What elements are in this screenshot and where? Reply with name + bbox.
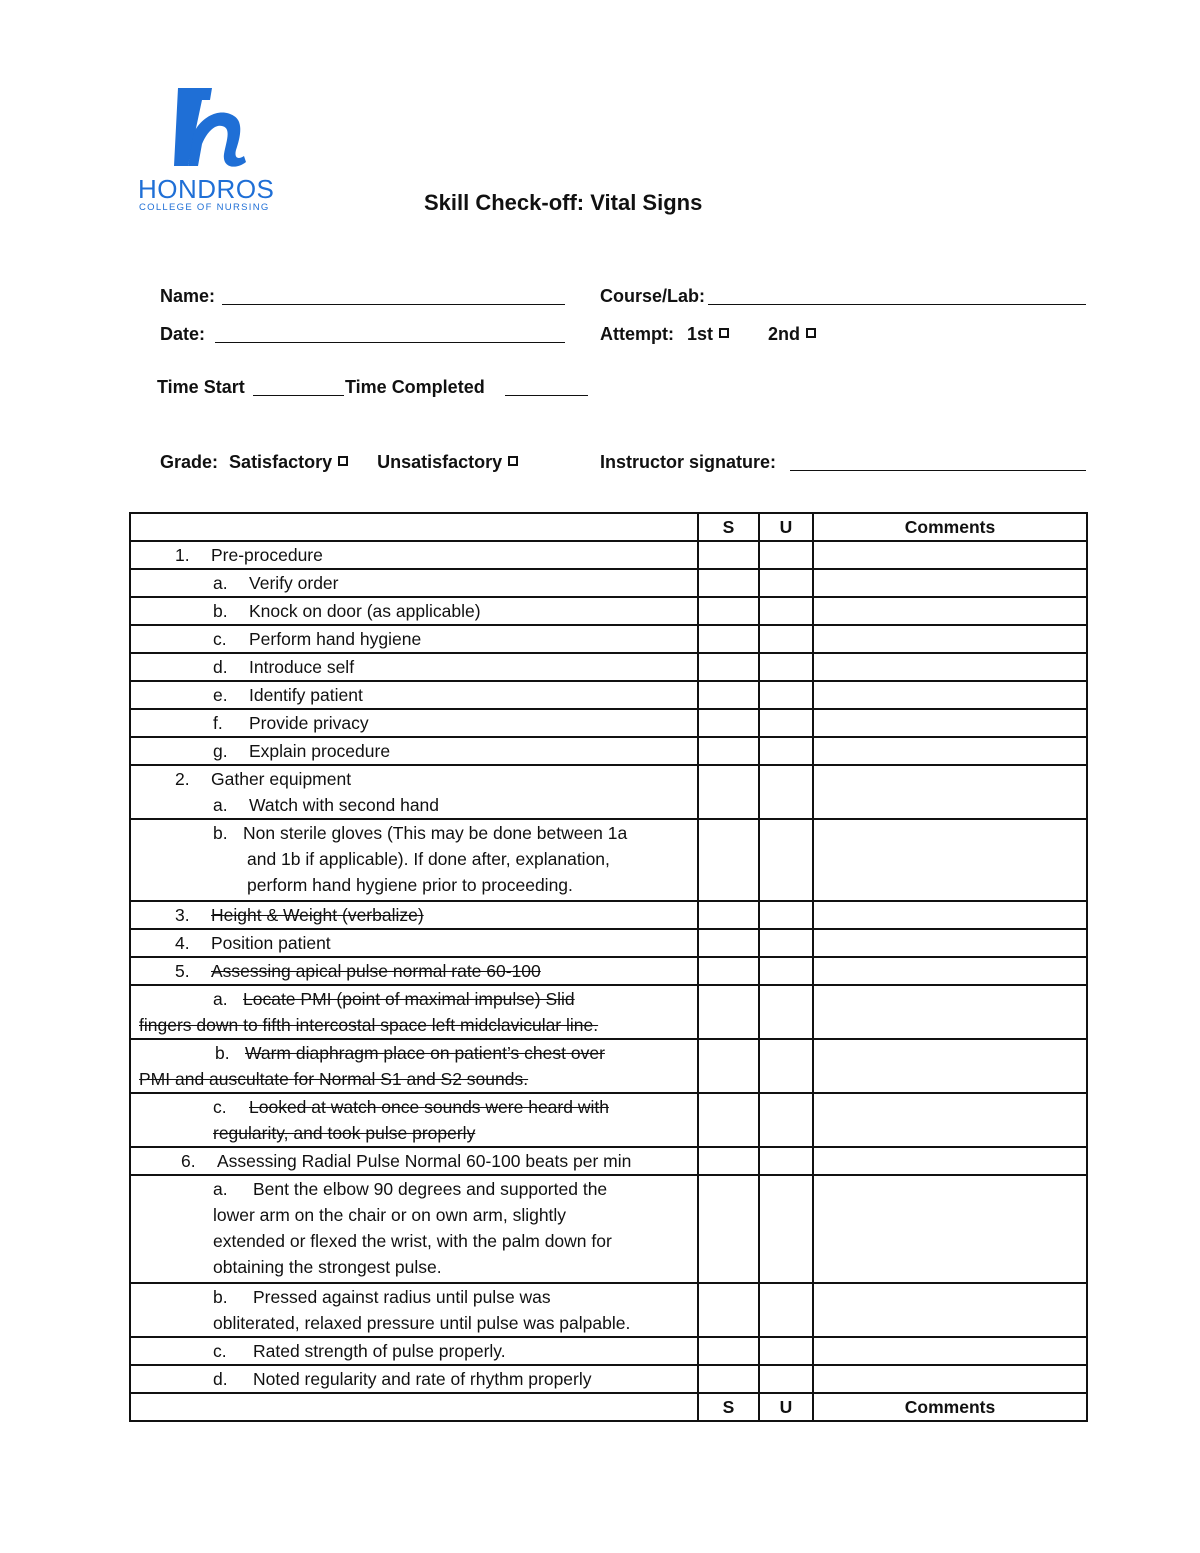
u-cell[interactable] <box>759 1365 813 1393</box>
table-row: 4. Position patient <box>130 929 1087 957</box>
table-row: b. Warm diaphragm place on patient’s chest over PMI and auscultate for Normal S1 and S2 sounds. <box>130 1039 1087 1093</box>
comments-cell[interactable] <box>813 985 1087 1039</box>
s-cell[interactable] <box>698 901 759 929</box>
attempt-second-label: 2nd <box>768 324 801 344</box>
u-cell[interactable] <box>759 901 813 929</box>
u-cell[interactable] <box>759 1039 813 1093</box>
comments-cell[interactable] <box>813 1283 1087 1337</box>
instructor-signature-field[interactable] <box>790 469 1086 471</box>
comments-cell[interactable] <box>813 541 1087 569</box>
s-cell[interactable] <box>698 1147 759 1175</box>
u-cell[interactable] <box>759 597 813 625</box>
u-cell[interactable] <box>759 1283 813 1337</box>
u-cell[interactable] <box>759 957 813 985</box>
u-cell[interactable] <box>759 985 813 1039</box>
s-cell[interactable] <box>698 737 759 765</box>
comments-cell[interactable] <box>813 653 1087 681</box>
grade-unsatisfactory-checkbox[interactable] <box>508 456 518 466</box>
date-label: Date: <box>160 324 206 344</box>
comments-cell[interactable] <box>813 709 1087 737</box>
col-s-footer: S <box>698 1393 759 1421</box>
course-label: Course/Lab: <box>600 286 706 306</box>
s-cell[interactable] <box>698 1039 759 1093</box>
instructor-label: Instructor signature: <box>600 452 777 472</box>
date-field[interactable] <box>215 341 565 343</box>
comments-cell[interactable] <box>813 765 1087 819</box>
table-row: 2. Gather equipment a. Watch with second hand <box>130 765 1087 819</box>
s-cell[interactable] <box>698 1093 759 1147</box>
s-cell[interactable] <box>698 653 759 681</box>
comments-cell[interactable] <box>813 1147 1087 1175</box>
comments-cell[interactable] <box>813 625 1087 653</box>
name-label: Name: <box>160 286 216 306</box>
hondros-logo <box>136 86 286 216</box>
name-field[interactable] <box>222 303 565 305</box>
s-cell[interactable] <box>698 541 759 569</box>
comments-cell[interactable] <box>813 1175 1087 1283</box>
comments-cell[interactable] <box>813 1337 1087 1365</box>
comments-cell[interactable] <box>813 597 1087 625</box>
hondros-h-mark-icon <box>174 86 254 168</box>
s-cell[interactable] <box>698 597 759 625</box>
s-cell[interactable] <box>698 709 759 737</box>
table-row: b. Knock on door (as applicable) <box>130 597 1087 625</box>
comments-cell[interactable] <box>813 1039 1087 1093</box>
attempt-first-label: 1st <box>687 324 714 344</box>
attempt-second-checkbox[interactable] <box>806 328 816 338</box>
s-cell[interactable] <box>698 929 759 957</box>
u-cell[interactable] <box>759 819 813 901</box>
course-field[interactable] <box>708 303 1086 305</box>
table-row: 5. Assessing apical pulse normal rate 60-100 <box>130 957 1087 985</box>
s-cell[interactable] <box>698 1365 759 1393</box>
table-row: 3. Height & Weight (verbalize) <box>130 901 1087 929</box>
s-cell[interactable] <box>698 681 759 709</box>
table-row: a. Locate PMI (point of maximal impulse) Slid fingers down to fifth intercostal space left midclavicular line. <box>130 985 1087 1039</box>
checklist-table <box>129 512 1088 1422</box>
u-cell[interactable] <box>759 681 813 709</box>
attempt-group <box>600 324 816 345</box>
u-cell[interactable] <box>759 653 813 681</box>
attempt-first-checkbox[interactable] <box>719 328 729 338</box>
page-title: Skill Check-off: Vital Signs <box>424 190 703 215</box>
time-completed-label: Time Completed <box>345 377 485 397</box>
u-cell[interactable] <box>759 1337 813 1365</box>
u-cell[interactable] <box>759 541 813 569</box>
table-row: d. Noted regularity and rate of rhythm properly <box>130 1365 1087 1393</box>
s-cell[interactable] <box>698 957 759 985</box>
u-cell[interactable] <box>759 1175 813 1283</box>
table-footer-row <box>130 1393 1087 1421</box>
table-row: d. Introduce self <box>130 653 1087 681</box>
s-cell[interactable] <box>698 1175 759 1283</box>
s-cell[interactable] <box>698 985 759 1039</box>
table-row: a. Verify order <box>130 569 1087 597</box>
u-cell[interactable] <box>759 625 813 653</box>
u-cell[interactable] <box>759 1093 813 1147</box>
table-row: 1. Pre-procedure <box>130 541 1087 569</box>
col-comments-footer: Comments <box>813 1393 1087 1421</box>
u-cell[interactable] <box>759 737 813 765</box>
comments-cell[interactable] <box>813 569 1087 597</box>
time-completed-field[interactable] <box>505 394 588 396</box>
grade-satisfactory-label: Satisfactory <box>229 452 333 472</box>
comments-cell[interactable] <box>813 1365 1087 1393</box>
col-comments-header: Comments <box>813 513 1087 541</box>
col-u-footer: U <box>759 1393 813 1421</box>
table-header-row <box>130 513 1087 541</box>
table-row: c. Looked at watch once sounds were heard with regularity, and took pulse properly <box>130 1093 1087 1147</box>
comments-cell[interactable] <box>813 737 1087 765</box>
s-cell[interactable] <box>698 1283 759 1337</box>
table-row: b. Non sterile gloves (This may be done between 1a and 1b if applicable). If done after, explanation, perform hand hygiene prior to proceeding. <box>130 819 1087 901</box>
logo-name: HONDROS <box>138 174 275 204</box>
s-cell[interactable] <box>698 1337 759 1365</box>
comments-cell[interactable] <box>813 1093 1087 1147</box>
comments-cell[interactable] <box>813 819 1087 901</box>
time-start-label: Time Start <box>157 377 245 397</box>
grade-label: Grade: <box>160 452 219 472</box>
s-cell[interactable] <box>698 625 759 653</box>
comments-cell[interactable] <box>813 929 1087 957</box>
s-cell[interactable] <box>698 569 759 597</box>
u-cell[interactable] <box>759 569 813 597</box>
comments-cell[interactable] <box>813 681 1087 709</box>
table-row: b. Pressed against radius until pulse was obliterated, relaxed pressure until pulse was palpable. <box>130 1283 1087 1337</box>
time-start-field[interactable] <box>253 394 344 396</box>
table-row: e. Identify patient <box>130 681 1087 709</box>
table-row: g. Explain procedure <box>130 737 1087 765</box>
u-cell[interactable] <box>759 1147 813 1175</box>
table-row: f. Provide privacy <box>130 709 1087 737</box>
logo-subtitle: COLLEGE OF NURSING <box>139 202 270 213</box>
grade-unsatisfactory-label: Unsatisfactory <box>377 452 503 472</box>
comments-cell[interactable] <box>813 901 1087 929</box>
grade-group <box>160 452 518 473</box>
s-cell[interactable] <box>698 765 759 819</box>
table-row: c. Rated strength of pulse properly. <box>130 1337 1087 1365</box>
table-row: c. Perform hand hygiene <box>130 625 1087 653</box>
table-row: a. Bent the elbow 90 degrees and supported the lower arm on the chair or on own arm, slightly extended or flexed the wrist, with the palm down for obtaining the strongest pulse. <box>130 1175 1087 1283</box>
comments-cell[interactable] <box>813 957 1087 985</box>
grade-satisfactory-checkbox[interactable] <box>338 456 348 466</box>
table-row: 6. Assessing Radial Pulse Normal 60-100 beats per min <box>130 1147 1087 1175</box>
attempt-label: Attempt: <box>600 324 674 344</box>
u-cell[interactable] <box>759 765 813 819</box>
u-cell[interactable] <box>759 709 813 737</box>
col-s-header: S <box>698 513 759 541</box>
u-cell[interactable] <box>759 929 813 957</box>
col-u-header: U <box>759 513 813 541</box>
s-cell[interactable] <box>698 819 759 901</box>
